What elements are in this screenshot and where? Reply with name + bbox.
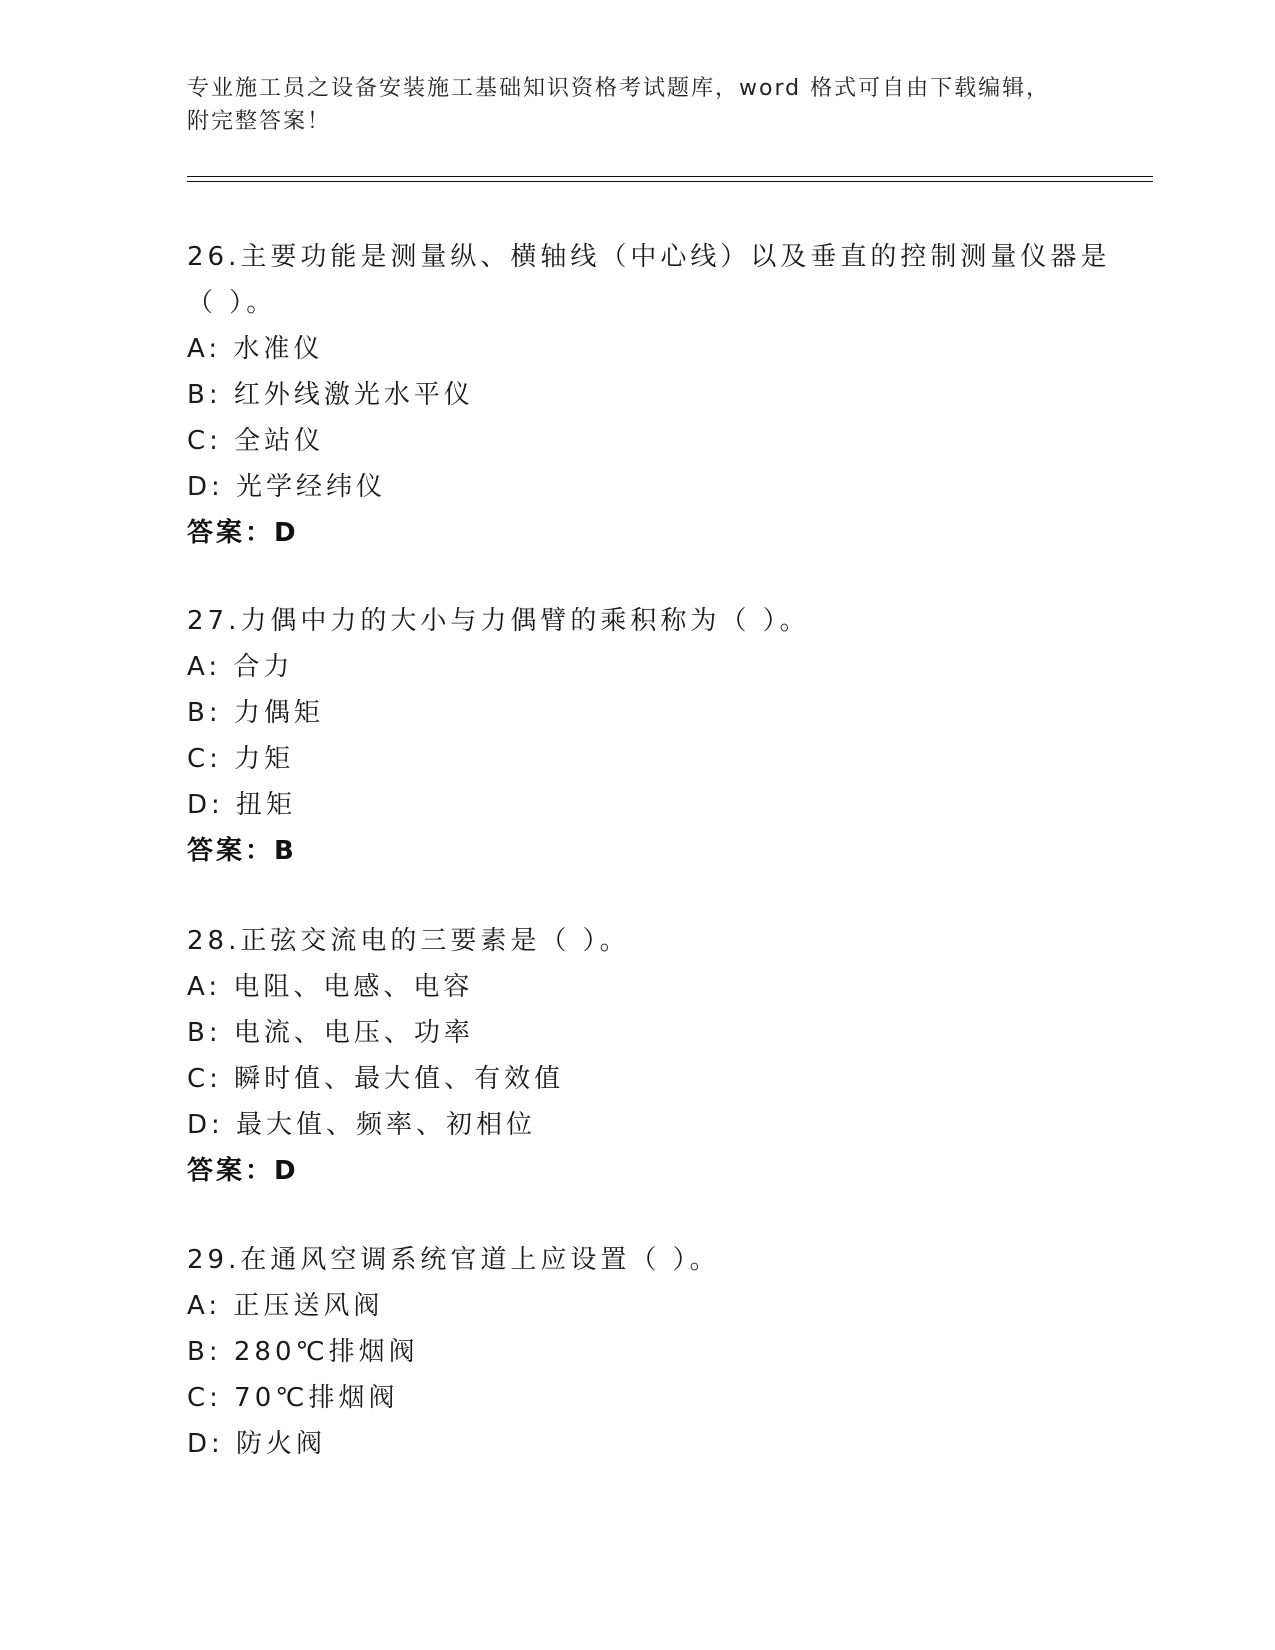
option-a: A: 水准仪 xyxy=(187,334,324,364)
option-b: B: 力偶矩 xyxy=(187,698,324,728)
option-d: D: 光学经纬仪 xyxy=(187,472,387,502)
question-text: 26.主要功能是测量纵、横轴线（中心线）以及垂直的控制测量仪器是 xyxy=(187,242,1111,272)
option-c: C: 瞬时值、最大值、有效值 xyxy=(187,1064,565,1094)
document-header xyxy=(187,72,1087,138)
option-d: D: 最大值、频率、初相位 xyxy=(187,1110,537,1140)
option-a: A: 电阻、电感、电容 xyxy=(187,972,474,1002)
question-text-continued: （ ）。 xyxy=(187,288,277,318)
question-28 xyxy=(187,918,1087,1194)
option-a: A: 正压送风阀 xyxy=(187,1291,384,1321)
question-text: 27.力偶中力的大小与力偶臂的乘积称为（ ）。 xyxy=(187,606,810,636)
question-text: 29.在通风空调系统官道上应设置（ ）。 xyxy=(187,1245,720,1275)
header-divider-top xyxy=(187,176,1153,177)
option-b: B: 红外线激光水平仪 xyxy=(187,380,474,410)
question-27 xyxy=(187,598,1087,874)
header-line-1: 专业施工员之设备安装施工基础知识资格考试题库，word 格式可自由下载编辑， xyxy=(187,76,1051,101)
answer: 答案：B xyxy=(187,836,297,866)
option-b: B: 280℃排烟阀 xyxy=(187,1337,419,1367)
option-c: C: 全站仪 xyxy=(187,426,325,456)
option-a: A: 合力 xyxy=(187,652,294,682)
option-d: D: 扭矩 xyxy=(187,790,297,820)
question-text: 28.正弦交流电的三要素是（ ）。 xyxy=(187,926,630,956)
option-c: C: 70℃排烟阀 xyxy=(187,1383,399,1413)
option-d: D: 防火阀 xyxy=(187,1429,327,1459)
question-29 xyxy=(187,1237,1087,1467)
answer: 答案：D xyxy=(187,518,299,548)
header-line-2: 附完整答案！ xyxy=(187,109,332,134)
question-26 xyxy=(187,234,1111,556)
option-b: B: 电流、电压、功率 xyxy=(187,1018,474,1048)
header-divider-bottom xyxy=(187,181,1153,182)
option-c: C: 力矩 xyxy=(187,744,295,774)
answer: 答案：D xyxy=(187,1156,299,1186)
